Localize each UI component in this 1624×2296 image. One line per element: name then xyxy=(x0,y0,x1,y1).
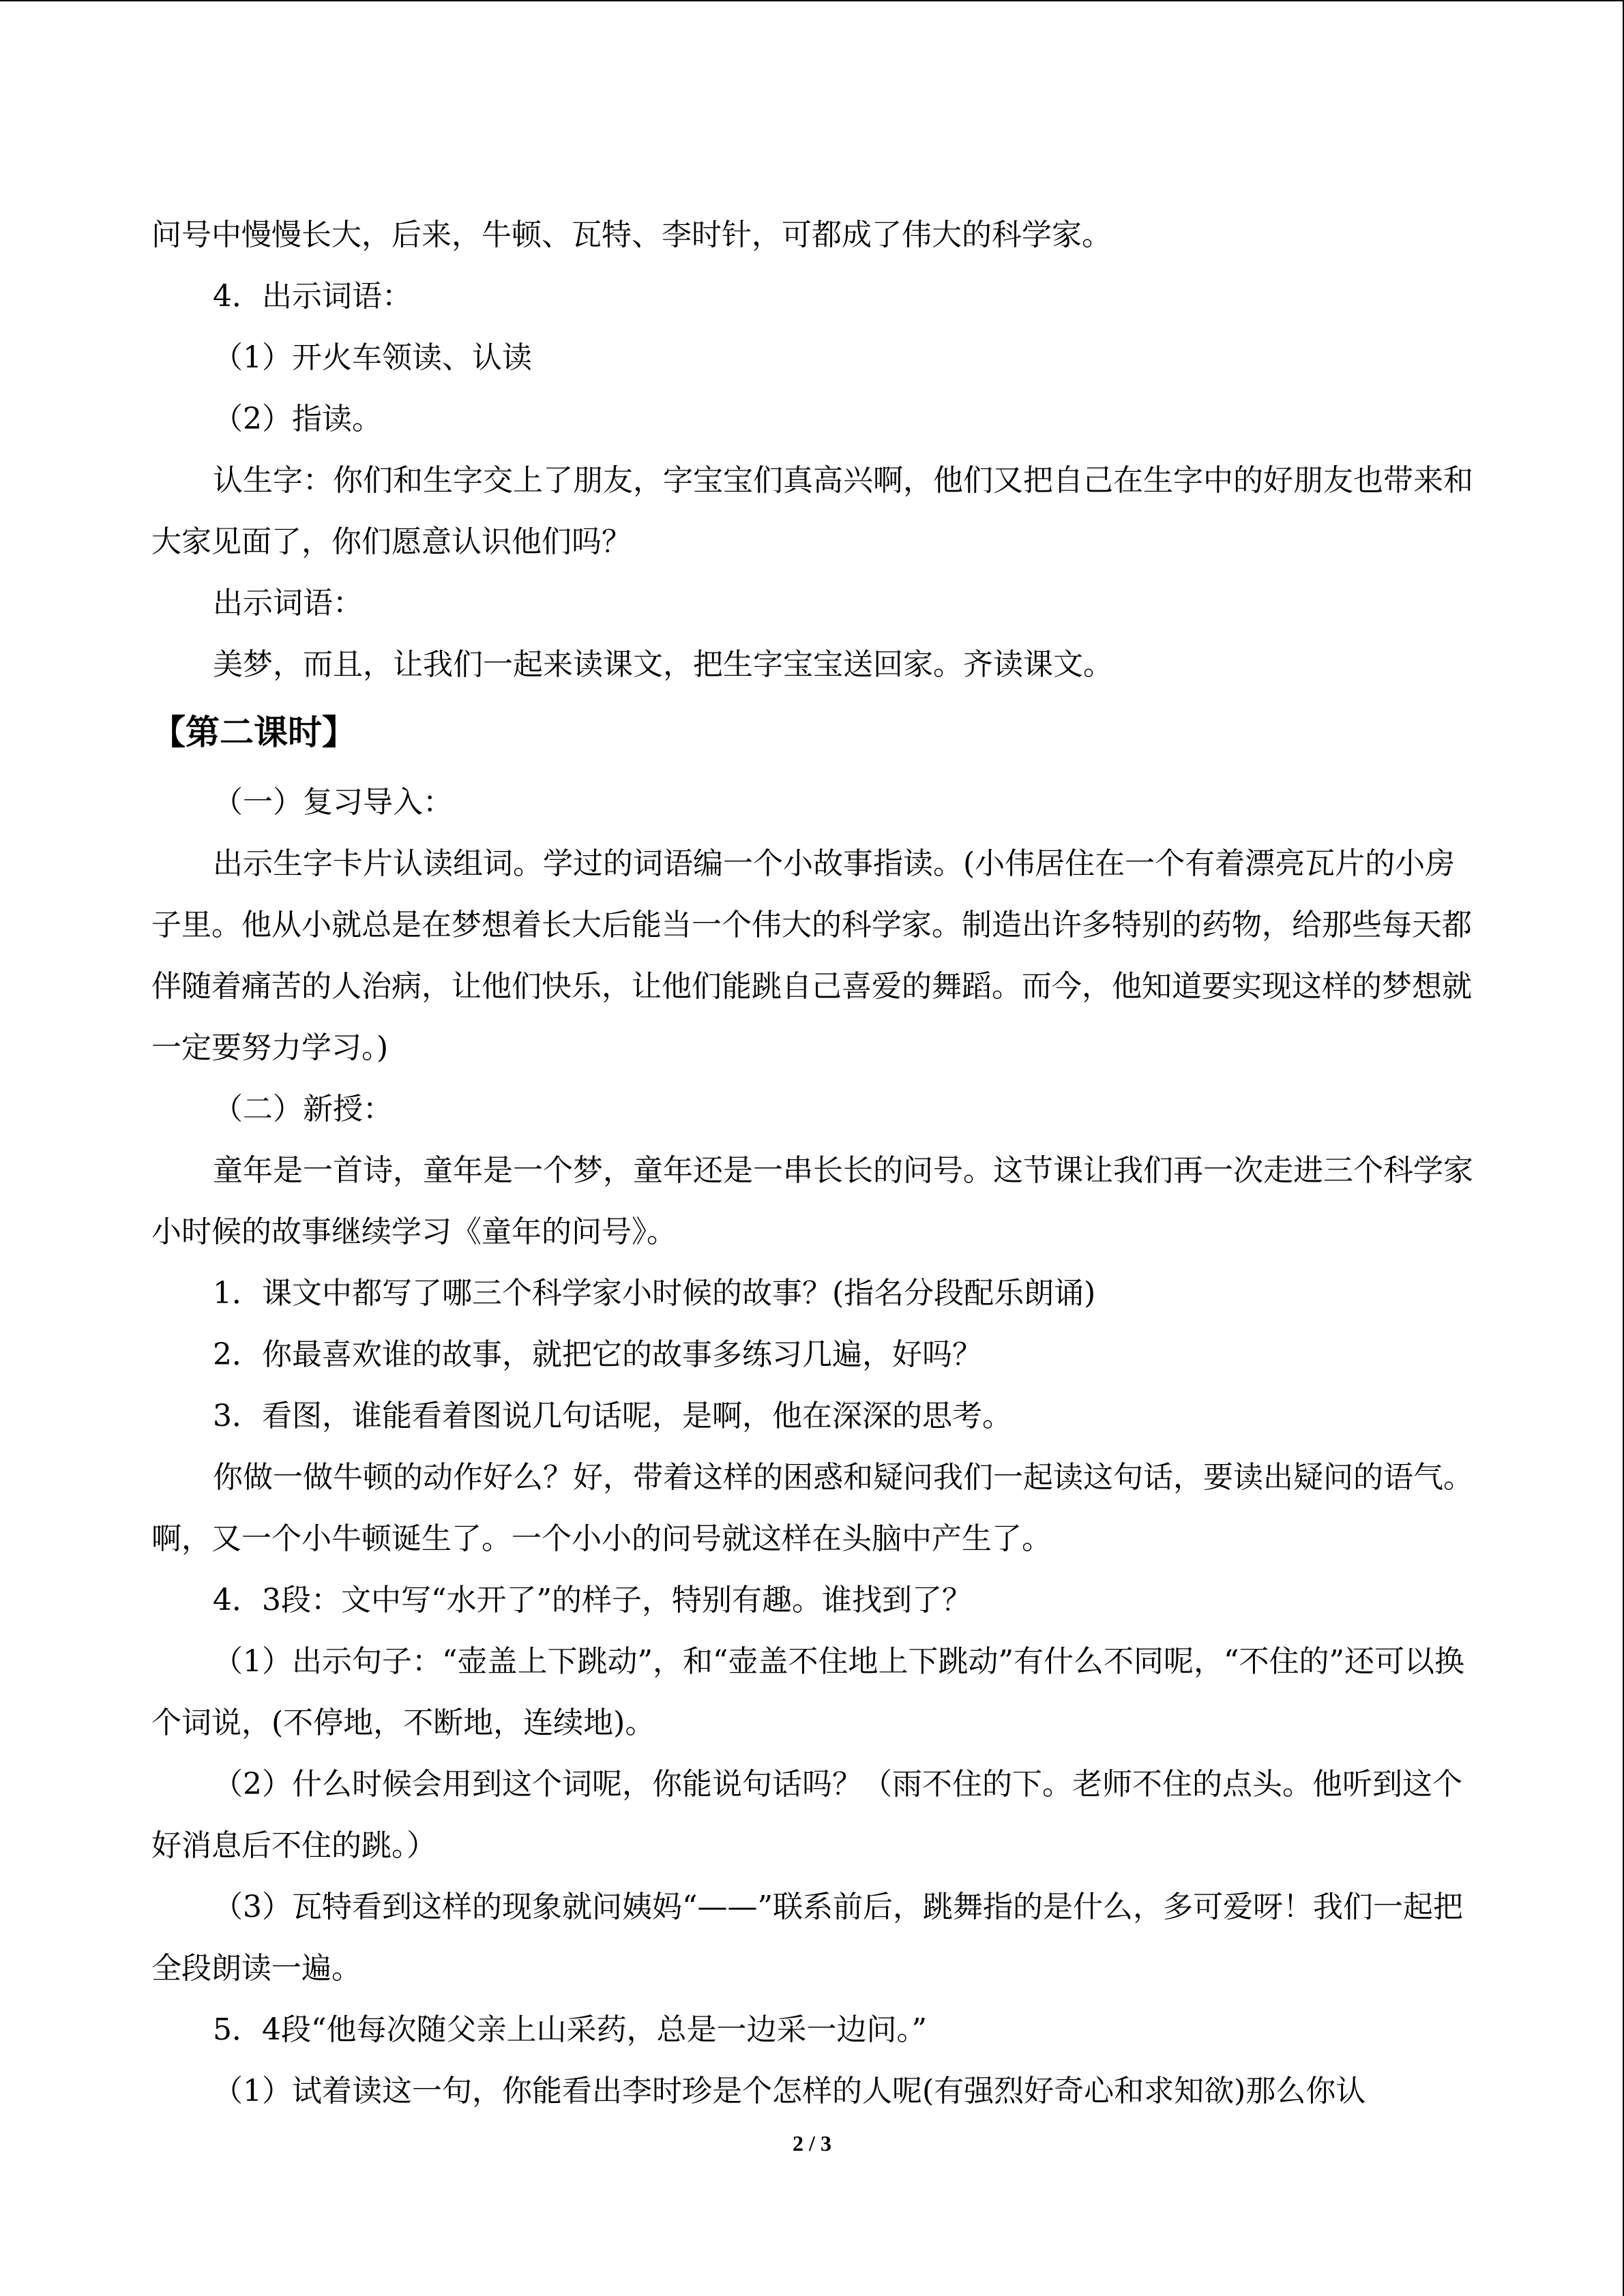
body-paragraph: 童年是一首诗，童年是一个梦，童年还是一串长长的问号。这节课让我们再一次走进三个科学家小时候的故事继续学习《童年的问号》。 xyxy=(151,1153,1473,1249)
document-body xyxy=(151,205,1475,2122)
body-paragraph: 3．看图，谁能看着图说几句话呢，是啊，他在深深的思考。 xyxy=(213,1399,1012,1433)
body-paragraph: （2）指读。 xyxy=(213,402,382,436)
body-paragraph: （2）什么时候会用到这个词呢，你能说句话吗？（雨不住的下。老师不住的点头。他听到这个好消息后不住的跳。） xyxy=(151,1767,1462,1863)
page-top-border xyxy=(0,0,1624,1)
body-paragraph: （一）复习导入： xyxy=(213,785,453,820)
body-paragraph: 2．你最喜欢谁的故事，就把它的故事多练习几遍，好吗？ xyxy=(213,1337,982,1372)
page-number: 2 / 3 xyxy=(793,2131,831,2156)
body-paragraph: （3）瓦特看到这样的现象就问姨妈“——”联系前后，跳舞指的是什么，多可爱呀！我们一起把全段朗读一遍。 xyxy=(151,1890,1463,1986)
body-paragraph: 出示词语： xyxy=(213,586,363,621)
body-paragraph: 4．3段：文中写“水开了”的样子，特别有趣。谁找到了？ xyxy=(213,1583,972,1617)
body-paragraph: （1）开火车领读、认读 xyxy=(213,340,532,375)
body-paragraph: （二）新授： xyxy=(213,1092,393,1127)
body-paragraph: 出示生字卡片认读组词。学过的词语编一个小故事指读。(小伟居住在一个有着漂亮瓦片的小房子里。他从小就总是在梦想着长大后能当一个伟大的科学家。制造出许多特别的药物，给那些每天都伴随着痛苦的人治病，让他们快乐，让他们能跳自己喜爱的舞蹈。而今，他知道要实现这样的梦想就一定要努力学习。) xyxy=(151,846,1472,1065)
body-paragraph: （1）出示句子：“壶盖上下跳动”，和“壶盖不住地上下跳动”有什么不同呢，“不住的”还可以换个词说，(不停地，不断地，连续地)。 xyxy=(151,1644,1464,1740)
body-paragraph: 问号中慢慢长大，后来，牛顿、瓦特、李时针，可都成了伟大的科学家。 xyxy=(151,218,1112,252)
section-heading: 【第二课时】 xyxy=(151,713,356,752)
body-paragraph: （1）试着读这一句，你能看出李时珍是个怎样的人呢(有强烈好奇心和求知欲)那么你认 xyxy=(213,2074,1366,2108)
body-paragraph: 5．4段“他每次随父亲上山采药，总是一边采一边问。” xyxy=(213,2012,927,2047)
body-paragraph: 你做一做牛顿的动作好么？好，带着这样的困惑和疑问我们一起读这句话，要读出疑问的语气。啊，又一个小牛顿诞生了。一个小小的问号就这样在头脑中产生了。 xyxy=(151,1460,1473,1556)
body-paragraph: 认生字：你们和生字交上了朋友，字宝宝们真高兴啊，他们又把自己在生字中的好朋友也带来和大家见面了，你们愿意认识他们吗？ xyxy=(151,463,1473,559)
body-paragraph: 1．课文中都写了哪三个科学家小时候的故事？(指名分段配乐朗诵) xyxy=(213,1276,1096,1311)
body-paragraph: 4．出示词语： xyxy=(213,279,412,314)
body-paragraph: 美梦，而且，让我们一起来读课文，把生字宝宝送回家。齐读课文。 xyxy=(213,647,1113,682)
